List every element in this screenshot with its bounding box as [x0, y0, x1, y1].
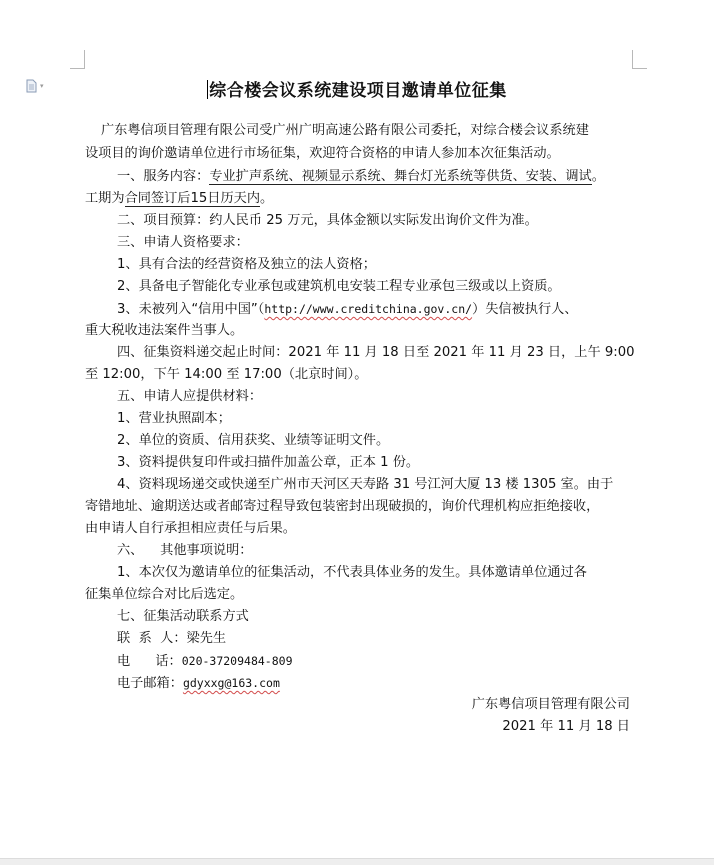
section-3-item-3: 3、未被列入“信用中国”（http://www.creditchina.gov.cn/）失信被执行人、: [117, 302, 578, 317]
section-3-item-1: 1、具有合法的经营资格及独立的法人资格；: [117, 257, 376, 272]
margin-marker-top-left: [70, 50, 85, 69]
section-6-item-1-line-1: 1、本次仅为邀请单位的征集活动，不代表具体业务的发生。具体邀请单位通过各: [117, 565, 587, 580]
section-6-item-1-line-2: 征集单位综合对比后选定。: [85, 587, 244, 602]
section-3-item-2: 2、具备电子智能化专业承包或建筑机电安装工程专业承包三级或以上资质。: [117, 279, 561, 294]
page-bottom-edge: [0, 858, 714, 865]
creditchina-link[interactable]: http://www.creditchina.gov.cn/: [264, 302, 473, 316]
intro-line-1: 广东粤信项目管理有限公司受广州广明高速公路有限公司委托，对综合楼会议系统建: [101, 123, 589, 138]
contact-person: 联 系 人：梁先生: [117, 631, 227, 646]
section-5-item-3: 3、资料提供复印件或扫描件加盖公章，正本 1 份。: [117, 455, 420, 470]
section-6-heading: 六、 其他事项说明：: [117, 543, 253, 558]
margin-marker-top-right: [632, 50, 647, 69]
section-1-duration: 工期为合同签订后15日历天内。: [85, 191, 274, 206]
section-5-item-2: 2、单位的资质、信用获奖、业绩等证明文件。: [117, 433, 390, 448]
contact-phone: 电 话：020-37209484-809: [117, 654, 293, 669]
section-3-item-3-cont: 重大税收违法案件当事人。: [85, 323, 244, 338]
section-5-item-1: 1、营业执照副本；: [117, 411, 231, 426]
section-5-item-4-line-2: 寄错地址、逾期送达或者邮寄过程导致包装密封出现破损的，询价代理机构应拒绝接收，: [85, 499, 600, 514]
signature-date: 2021 年 11 月 18 日: [502, 719, 630, 734]
section-4-line-2: 至 12:00，下午 14:00 至 17:00（北京时间）。: [85, 367, 368, 382]
document-title: 综合楼会议系统建设项目邀请单位征集: [209, 81, 507, 101]
signature-company: 广东粤信项目管理有限公司: [471, 697, 630, 712]
section-7-heading: 七、征集活动联系方式: [117, 609, 249, 624]
section-5-item-4-line-1: 4、资料现场递交或快递至广州市天河区天寿路 31 号江河大厦 13 楼 1305 室。由于: [117, 477, 614, 492]
section-2-budget: 二、项目预算：约人民币 25 万元，具体金额以实际发出询价文件为准。: [117, 213, 538, 228]
section-5-item-4-line-3: 由申请人自行承担相应责任与后果。: [85, 521, 296, 536]
contact-email: 电子邮箱：gdyxxg@163.com: [117, 676, 280, 691]
section-1-service: 一、服务内容：专业扩声系统、视频显示系统、舞台灯光系统等供货、安装、调试。: [117, 169, 605, 184]
intro-line-2: 设项目的询价邀请单位进行市场征集，欢迎符合资格的申请人参加本次征集活动。: [85, 146, 560, 161]
email-link[interactable]: gdyxxg@163.com: [182, 676, 280, 690]
section-4-line-1: 四、征集资料递交起止时间：2021 年 11 月 18 日至 2021 年 11 月 23 日，上午 9:00: [117, 345, 635, 360]
section-3-heading: 三、申请人资格要求：: [117, 235, 249, 250]
section-5-heading: 五、申请人应提供材料：: [117, 389, 263, 404]
chevron-down-icon[interactable]: ▾: [40, 82, 44, 90]
